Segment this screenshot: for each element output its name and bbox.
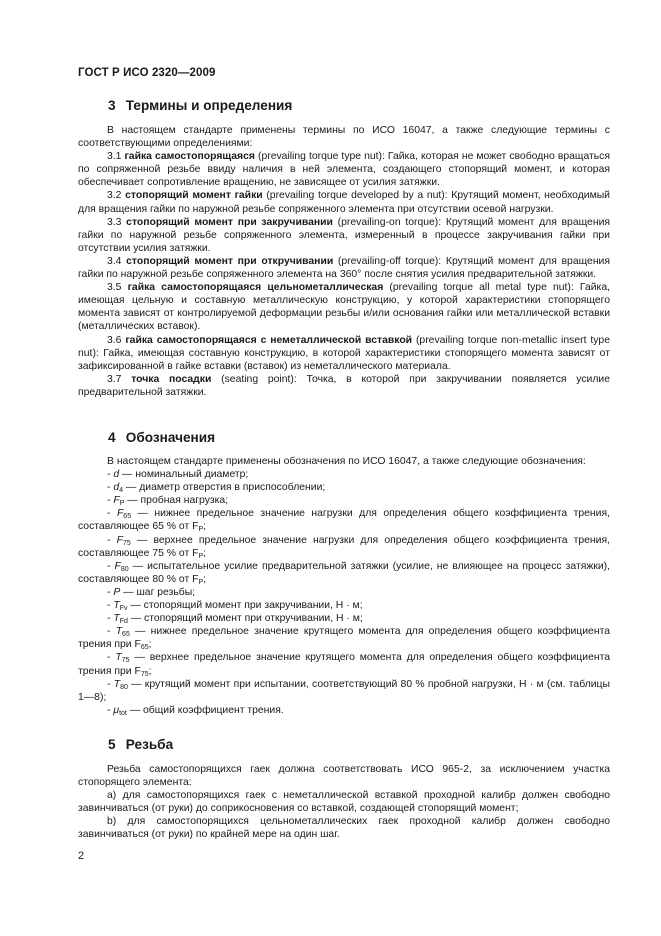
- symbol-item: - $F_{80}$ — испытательное усилие предварительной затяжки (усилие, не влияющее на процесс затяжки), составляющее 80 % от $F_P$;: [78, 560, 610, 586]
- section-5-title: 5 Резьба: [108, 737, 174, 752]
- page-number: 2: [78, 850, 85, 862]
- symbol-item: - $F_{65}$ — нижнее предельное значение нагрузки для определения общего коэффициента трения, составляющее 65 % от $F_P$;: [78, 508, 610, 534]
- symbol-item: - $T_{Fd}$ — стопорящий момент при откручивании, Н · м;: [107, 613, 363, 626]
- definition-3.4: 3.4 стопорящий момент при откручивании (prevailing-off torque): Крутящий момент для вращения гайки по наружной резьбе сопряженного элемента на 360° после снятия усилия предварительной затяжки.: [78, 255, 610, 281]
- symbol-item: - $\mu_{tot}$ — общий коэффициент трения.: [107, 704, 284, 717]
- symbol-item: - $T_{75}$ — верхнее предельное значение крутящего момента для определения общего коэффициента трения при $F_{75}$;: [78, 652, 611, 678]
- section-4: [78, 430, 610, 717]
- symbol-item: - $F_{75}$ — верхнее предельное значение нагрузки для определения общего коэффициента трения, составляющее 75 % от $F_P$;: [78, 534, 610, 560]
- section-4-intro: В настоящем стандарте применены обозначения по ИСО 16047, а также следующие обозначения:: [107, 456, 586, 467]
- section-3-intro: В настоящем стандарте применены термины по ИСО 16047, а также следующие термины с соответствующими определениями:: [78, 125, 610, 150]
- definition-3.5: 3.5 гайка самостопорящаяся цельнометаллическая (prevailing torque all metal type nut): Гайка, имеющая цельную и составную металлическую конструкцию, у которой характеристики стопорящего момента зависят от контролируемой деформации резьбы и/или основания гайки или металлической вставки (металлических вставок).: [78, 282, 610, 333]
- symbol-item: - $T_{65}$ — нижнее предельное значение крутящего момента для определения общего коэффициента трения при $F_{65}$;: [78, 626, 610, 652]
- symbol-item: - $F_P$ — пробная нагрузка;: [107, 495, 229, 508]
- section-5-item-b: b) для самостопорящихся цельнометаллических гаек проходной калибр должен свободно завинчиваться (от руки) по крайней мере на один шаг.: [78, 816, 610, 841]
- symbol-item: - d — номинальный диаметр;: [107, 469, 249, 481]
- definition-3.1: 3.1 гайка самостопорящаяся (prevailing torque type nut): Гайка, которая не может свободно вращаться по сопряженной резьбе ввиду наличия в ней элемента, создающего стопорящий момент, и которая обеспечивает сопротивление вращению, не зависящее от усилия затяжки.: [78, 151, 610, 189]
- section-3: [78, 98, 610, 399]
- section-3-title: 3 Термины и определения: [108, 98, 293, 113]
- symbol-item: - P — шаг резьбы;: [107, 586, 196, 598]
- definition-3.7: 3.7 точка посадки (seating point): Точка, в которой при закручивании появляется усилие предварительной затяжки.: [78, 373, 610, 398]
- section-5: [78, 737, 610, 842]
- symbol-item: - $T_{Fv}$ — стопорящий момент при закручивании, Н · м;: [107, 600, 363, 613]
- document-header: ГОСТ Р ИСО 2320—2009: [78, 67, 216, 79]
- definition-3.6: 3.6 гайка самостопорящаяся с неметаллической вставкой (prevailing torque non-metallic insert type nut): Гайка, имеющая составную конструкцию, в которой характеристики стопорящего момента зависят от зафиксированной в гайке вставки (вставок) из неметаллического материала.: [78, 334, 610, 372]
- definition-3.3: 3.3 стопорящий момент при закручивании (prevailing-on torque): Крутящий момент для вращения гайки по наружной резьбе сопряженного элемента, измеренный в процессе закручивания гайки при отсутствии усилия затяжки.: [78, 216, 610, 254]
- section-4-title: 4 Обозначения: [108, 430, 216, 445]
- symbol-item: - $d_4$ — диаметр отверстия в приспособлении;: [107, 482, 326, 495]
- symbol-item: - $T_{80}$ — крутящий момент при испытании, соответствующий 80 % пробной нагрузки, Н · м (см. таблицы 1—8);: [78, 678, 610, 703]
- section-5-intro: Резьба самостопорящихся гаек должна соответствовать ИСО 965-2, за исключением участка стопорящего элемента:: [78, 764, 610, 789]
- section-5-item-a: а) для самостопорящихся гаек с неметаллической вставкой проходной калибр должен свободно завинчиваться (от руки) до соприкосновения со вставкой, создающей стопорящий момент;: [78, 790, 610, 815]
- definition-3.2: 3.2 стопорящий момент гайки (prevailing torque developed by a nut): Крутящий момент, необходимый для вращения гайки по наружной резьбе сопряженного элемента при отсутствии осевой нагрузки.: [78, 190, 610, 215]
